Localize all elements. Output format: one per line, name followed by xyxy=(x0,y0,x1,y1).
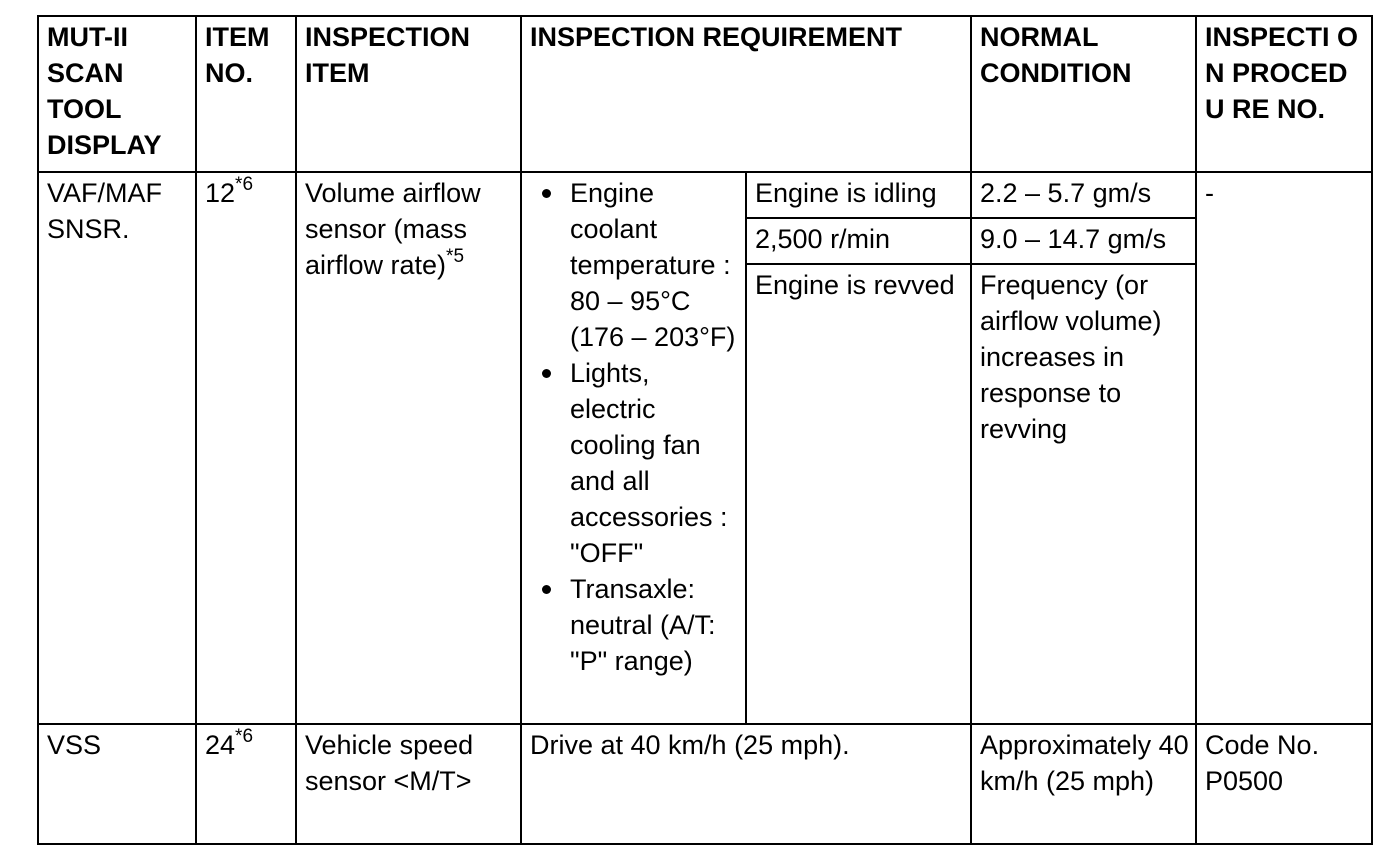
cell-display-vaf: VAF/MAF SNSR. xyxy=(38,172,196,724)
inspection-table xyxy=(37,15,1373,845)
header-scan-tool-display: MUT-II SCAN TOOL DISPLAY xyxy=(38,16,196,172)
cell-normal-revved: Frequency (or airflow volume) increases in response to revving xyxy=(971,264,1196,724)
cell-display-vss: VSS xyxy=(38,724,196,844)
table-row-vaf-idling xyxy=(38,172,1372,218)
cell-inspection-item-vss: Vehicle speed sensor <M/T> xyxy=(296,724,521,844)
bullet-icon xyxy=(542,585,551,594)
condition-text: Transaxle: neutral (A/T: "P" range) xyxy=(570,574,716,676)
cell-inspection-item-vaf xyxy=(296,172,521,724)
table-row-vss xyxy=(38,724,1372,844)
cell-state-idling: Engine is idling xyxy=(746,172,971,218)
item-no-footnote: *6 xyxy=(235,726,254,747)
condition-text: Lights, electric cooling fan and all accessories : "OFF" xyxy=(570,358,728,568)
header-normal-condition: NORMAL CONDITION xyxy=(971,16,1196,172)
inspection-item-text: Volume airflow sensor (mass airflow rate) xyxy=(305,178,481,280)
item-no-footnote: *6 xyxy=(235,174,254,195)
cell-normal-idling: 2.2 – 5.7 gm/s xyxy=(971,172,1196,218)
header-procedure-no: INSPECTI ON PROCEDU RE NO. xyxy=(1196,16,1372,172)
condition-item xyxy=(530,355,739,571)
bullet-icon xyxy=(542,189,551,198)
cell-state-revved: Engine is revved xyxy=(746,264,971,724)
condition-list xyxy=(530,175,739,679)
bullet-icon xyxy=(542,369,551,378)
item-no-value: 24 xyxy=(205,730,236,760)
cell-normal-2500: 9.0 – 14.7 gm/s xyxy=(971,218,1196,264)
header-inspection-item: INSPECTION ITEM xyxy=(296,16,521,172)
inspection-item-footnote: *5 xyxy=(446,246,465,267)
item-no-value: 12 xyxy=(205,178,236,208)
cell-item-no-vss xyxy=(196,724,296,844)
condition-item xyxy=(530,571,739,679)
header-inspection-requirement: INSPECTION REQUIREMENT xyxy=(521,16,971,172)
cell-procedure-vaf: - xyxy=(1196,172,1372,724)
condition-item xyxy=(530,175,739,355)
cell-requirement-vss: Drive at 40 km/h (25 mph). xyxy=(521,724,971,844)
header-item-no: ITEM NO. xyxy=(196,16,296,172)
cell-item-no-vaf xyxy=(196,172,296,724)
header-row xyxy=(38,16,1372,172)
cell-requirement-conditions xyxy=(521,172,746,724)
cell-procedure-vss: Code No. P0500 xyxy=(1196,724,1372,844)
cell-state-2500: 2,500 r/min xyxy=(746,218,971,264)
cell-normal-vss: Approximately 40 km/h (25 mph) xyxy=(971,724,1196,844)
condition-text: Engine coolant temperature : 80 – 95°C (176 – 203°F) xyxy=(570,178,736,352)
